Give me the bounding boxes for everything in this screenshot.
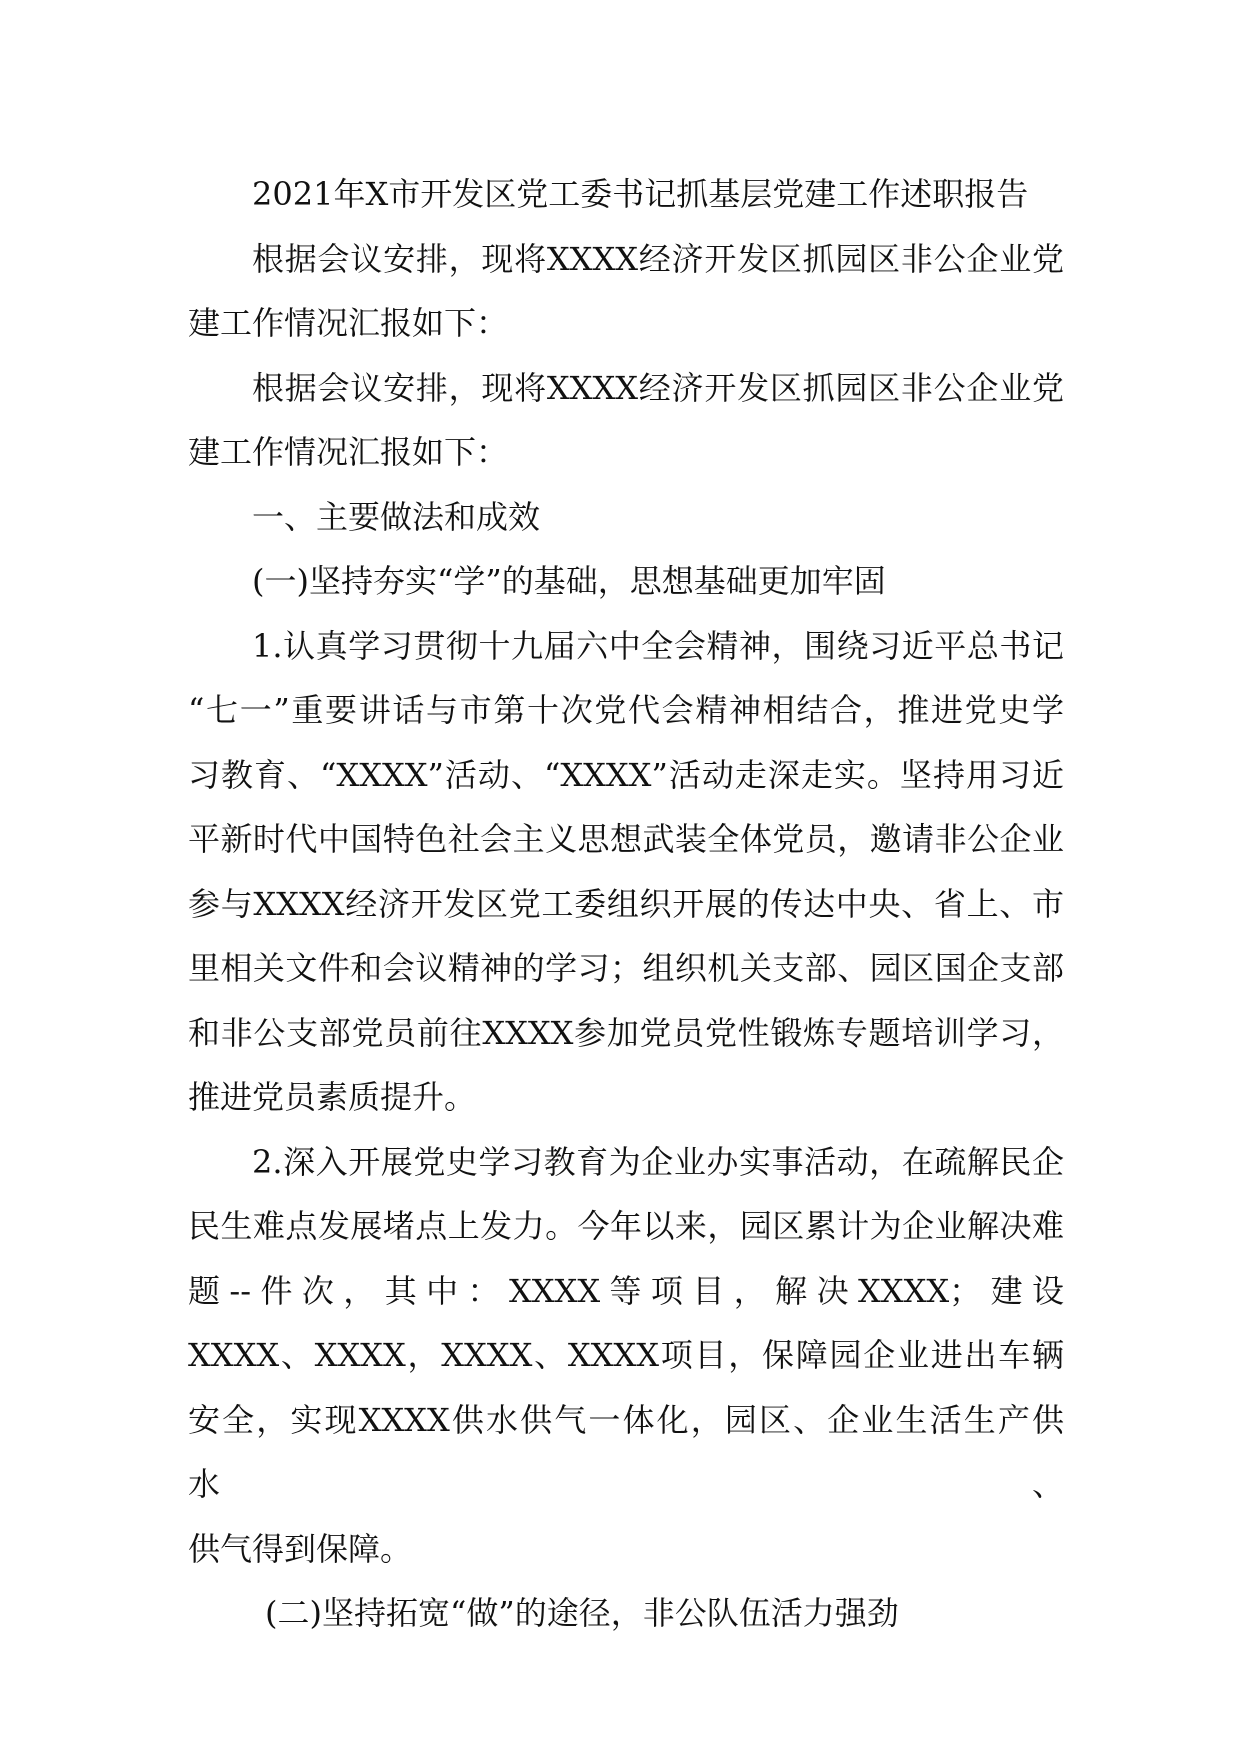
intro-paragraph-2-line-2: 建工作情况汇报如下： [188,433,509,471]
intro-paragraph-1-line-2: 建工作情况汇报如下： [188,304,509,342]
intro-paragraph-1-line-1: 根据会议安排，现将XXXX经济开发区抓园区非公企业党 [252,239,1064,278]
item-1-line-4: 平新时代中国特色社会主义思想武装全体党员，邀请非公企业 [188,820,1064,858]
item-2-line-3: 题--件次，其中：XXXX等项目，解决XXXX；建设 [188,1271,1064,1310]
item-1-line-3: 习教育、“XXXX”活动、“XXXX”活动走深走实。坚持用习近 [188,755,1064,794]
item-1-line-7: 和非公支部党员前往XXXX参加党员党性锻炼专题培训学习， [188,1013,1064,1052]
item-1-line-5: 参与XXXX经济开发区党工委组织开展的传达中央、省上、市 [188,884,1064,923]
item-2-line-4: XXXX、XXXX，XXXX、XXXX项目，保障园企业进出车辆 [188,1336,1064,1374]
item-1-line-6: 里相关文件和会议精神的学习；组织机关支部、园区国企支部 [188,949,1064,987]
document-body [188,162,1064,1646]
item-1-line-8: 推进党员素质提升。 [188,1078,477,1116]
subsection-2-heading: (二)坚持拓宽“做”的途径，非公队伍活力强劲 [265,1594,899,1632]
document-title: 2021年X市开发区党工委书记抓基层党建工作述职报告 [252,175,1029,213]
item-1-line-2: “七一”重要讲话与市第十次党代会精神相结合，推进党史学 [188,691,1064,729]
section-1-heading: 一、主要做法和成效 [252,497,541,536]
item-2-line-2: 民生难点发展堵点上发力。今年以来，园区累计为企业解决难 [188,1207,1064,1245]
item-1-line-1: 1.认真学习贯彻十九届六中全会精神，围绕习近平总书记 [252,626,1064,665]
item-2-line-1: 2.深入开展党史学习教育为企业办实事活动，在疏解民企 [252,1142,1064,1181]
subsection-1-heading: (一)坚持夯实“学”的基础，思想基础更加牢固 [252,562,886,600]
intro-paragraph-2-line-1: 根据会议安排，现将XXXX经济开发区抓园区非公企业党 [252,368,1064,407]
item-2-line-6: 供气得到保障。 [188,1529,413,1568]
item-2-line-5: 安全，实现XXXX供水供气一体化，园区、企业生活生产供水、 [188,1400,1064,1503]
